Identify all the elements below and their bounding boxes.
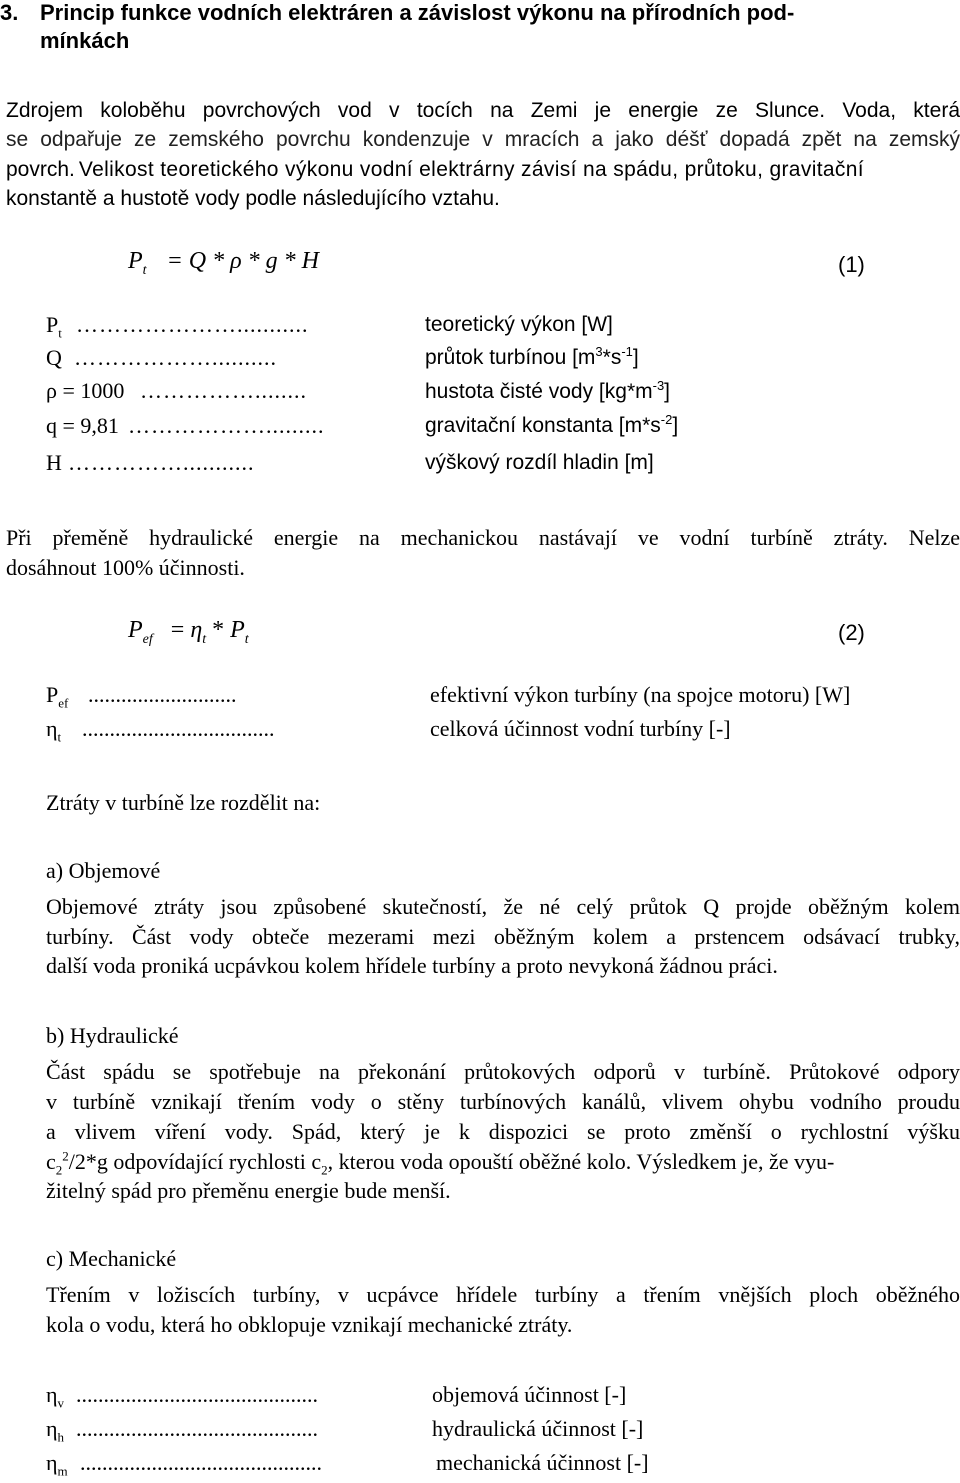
def-q2-text [425, 414, 678, 438]
def-pef-dots: ........................... [88, 682, 237, 707]
b4-sub: 2 [55, 1162, 63, 1178]
def-etat-dots: ................................... [82, 716, 275, 741]
equation-2 [128, 617, 249, 647]
def-etat-sub: t [57, 729, 62, 745]
def-etat-symbol [46, 716, 62, 745]
def-q2-sup: -2 [660, 412, 673, 427]
eq1-lhs-sub: t [142, 262, 147, 278]
eq2-eta: η [190, 617, 203, 643]
intro-line-1: Zdrojem koloběhu povrchových vod v tocích na Zemi je energie ze Slunce. Voda, která [6, 99, 960, 122]
def-q-symbol: Q [46, 345, 62, 370]
section-number: 3. [0, 0, 19, 25]
def-etav-text: objemová účinnost [-] [432, 1382, 627, 1407]
section-title-line1: Princip funkce vodních elektráren a závislost výkonu na přírodních pod- [40, 0, 795, 25]
section-b-line-3: a vlivem víření vody. Spád, který je k dispozici se proto změnší o rychlostní výšku [46, 1119, 960, 1144]
def-pef-sub: ef [58, 695, 69, 711]
eq2-star: * [212, 617, 225, 643]
def-pt-letter: P [46, 312, 59, 337]
def-rho-tail: ] [664, 380, 671, 403]
para2-line-2: dosáhnout 100% účinnosti. [6, 555, 245, 580]
eq2-equals: = [170, 617, 185, 643]
def-etam-dots: ............................................ [80, 1450, 322, 1475]
section-title-line2: mínkách [40, 28, 130, 53]
section-a-line-3: další voda proniká ucpávkou kolem hřídele turbíny a proto nevykoná žádnou práci. [46, 953, 778, 978]
def-pef-letter: P [46, 682, 59, 707]
b4-sup: 2 [62, 1148, 69, 1164]
def-q-text [425, 346, 639, 370]
section-b-line-5: žitelný spád pro přeměnu energie bude menší. [46, 1178, 451, 1203]
def-q-sup: 3 [595, 344, 603, 359]
def-etam-letter: η [46, 1450, 58, 1475]
eq2-lhs: P [128, 617, 143, 643]
para2-line-1: Při přeměně hydraulické energie na mechanickou nastávají ve vodní turbíně ztráty. Nelze [6, 525, 960, 550]
section-c-line-2: kola o vodu, která ho obklopuje vznikají mechanické ztráty. [46, 1312, 573, 1337]
equation-1 [128, 248, 319, 278]
def-q2-dots: ………………......... [128, 413, 325, 438]
def-q2-tail: ] [672, 414, 679, 437]
b4-sub2: 2 [321, 1162, 328, 1178]
def-pt-sub: t [58, 325, 62, 341]
def-etah-sub: h [57, 1429, 65, 1445]
def-q-close: ] [632, 346, 639, 369]
section-b-line-1: Část spádu se spotřebuje na překonání průtokových odporů v turbíně. Průtokové odpory [46, 1059, 960, 1084]
def-h-symbol: H [46, 450, 62, 475]
section-b-line-2: v turbíně vznikají třením vody o stěny turbínových kanálů, vlivem ohybu vodního proudu [46, 1089, 960, 1114]
def-etah-text: hydraulická účinnost [-] [432, 1416, 644, 1441]
def-etam-symbol [46, 1450, 68, 1479]
section-c-title: c) Mechanické [46, 1246, 177, 1271]
def-pt-dots: …………………........... [76, 312, 309, 337]
def-rho-sup: -3 [652, 378, 665, 393]
section-a-line-2: turbíny. Část vody obteče mezerami mezi oběžným kolem a prstencem odsávací trubky, [46, 924, 960, 949]
equation-2-number: (2) [838, 620, 865, 645]
def-h-dots: ……………........... [68, 450, 255, 475]
def-q2-text-main: gravitační konstanta [m*s [425, 414, 661, 437]
b4-tail: , kterou voda opouští oběžné kolo. Výsledkem je, že vyu- [327, 1149, 835, 1174]
def-etav-sub: v [57, 1395, 65, 1411]
def-rho-text-main: hustota čisté vody [kg*m [425, 380, 653, 403]
losses-intro: Ztráty v turbíně lze rozdělit na: [46, 790, 321, 815]
section-b-title: b) Hydraulické [46, 1023, 179, 1048]
def-etat-letter: η [46, 716, 58, 741]
intro-line-3 [6, 155, 960, 185]
intro-line-3a: povrch. [6, 158, 75, 181]
intro-line-4: konstantě a hustotě vody podle následujícího vztahu. [6, 187, 500, 210]
def-etah-letter: η [46, 1416, 58, 1441]
def-rho-dots: ……………........ [140, 378, 307, 403]
intro-line-2: se odpařuje ze zemského povrchu kondenzuje v mracích a jako déšť dopadá zpět na zemský [6, 128, 960, 151]
def-rho-text [425, 380, 670, 404]
def-etav-letter: η [46, 1382, 58, 1407]
eq1-rhs: = Q * ρ * g * H [166, 248, 319, 274]
b4-c: c [46, 1149, 56, 1174]
intro-line-3b: Velikost teoretického výkonu vodní elektrárny závisí na spádu, průtoku, gravitační [78, 158, 864, 181]
def-etat-text: celková účinnost vodní turbíny [-] [430, 716, 731, 741]
eq2-p: P [230, 617, 245, 643]
def-h-text: výškový rozdíl hladin [m] [425, 451, 654, 474]
def-q2-symbol: q = 9,81 [46, 413, 119, 438]
def-q-sup2: -1 [621, 344, 633, 359]
eq1-lhs: P [128, 248, 143, 274]
def-etah-symbol [46, 1416, 65, 1445]
eq2-lhs-sub: ef [142, 631, 153, 647]
b4-rest: /2*g odpovídající rychlosti c [68, 1149, 322, 1174]
def-q-text-main: průtok turbínou [m [425, 346, 596, 369]
def-pt-symbol [46, 312, 62, 341]
def-q-tail: *s [602, 346, 622, 369]
def-etah-dots: ............................................ [76, 1416, 318, 1441]
eq2-p-sub: t [244, 631, 249, 647]
def-rho-symbol: ρ = 1000 [46, 378, 125, 403]
section-b-line-4 [46, 1148, 960, 1178]
def-etam-text: mechanická účinnost [-] [436, 1450, 649, 1475]
section-a-title: a) Objemové [46, 858, 161, 883]
section-c-line-1: Třením v ložiscích turbíny, v ucpávce hřídele turbíny a třením vnějších ploch oběžného [46, 1282, 960, 1307]
def-q-dots: ……………….......... [74, 345, 277, 370]
def-pef-symbol [46, 682, 69, 711]
def-etam-sub: m [57, 1463, 68, 1479]
equation-1-number: (1) [838, 252, 865, 277]
def-etav-symbol [46, 1382, 65, 1411]
def-pef-text: efektivní výkon turbíny (na spojce motoru) [W] [430, 682, 851, 707]
section-a-line-1: Objemové ztráty jsou způsobené skutečností, že né celý průtok Q projde oběžným kolem [46, 894, 960, 919]
def-etav-dots: ............................................ [76, 1382, 318, 1407]
eq2-eta-sub: t [202, 631, 207, 647]
def-pt-text: teoretický výkon [W] [425, 313, 613, 336]
